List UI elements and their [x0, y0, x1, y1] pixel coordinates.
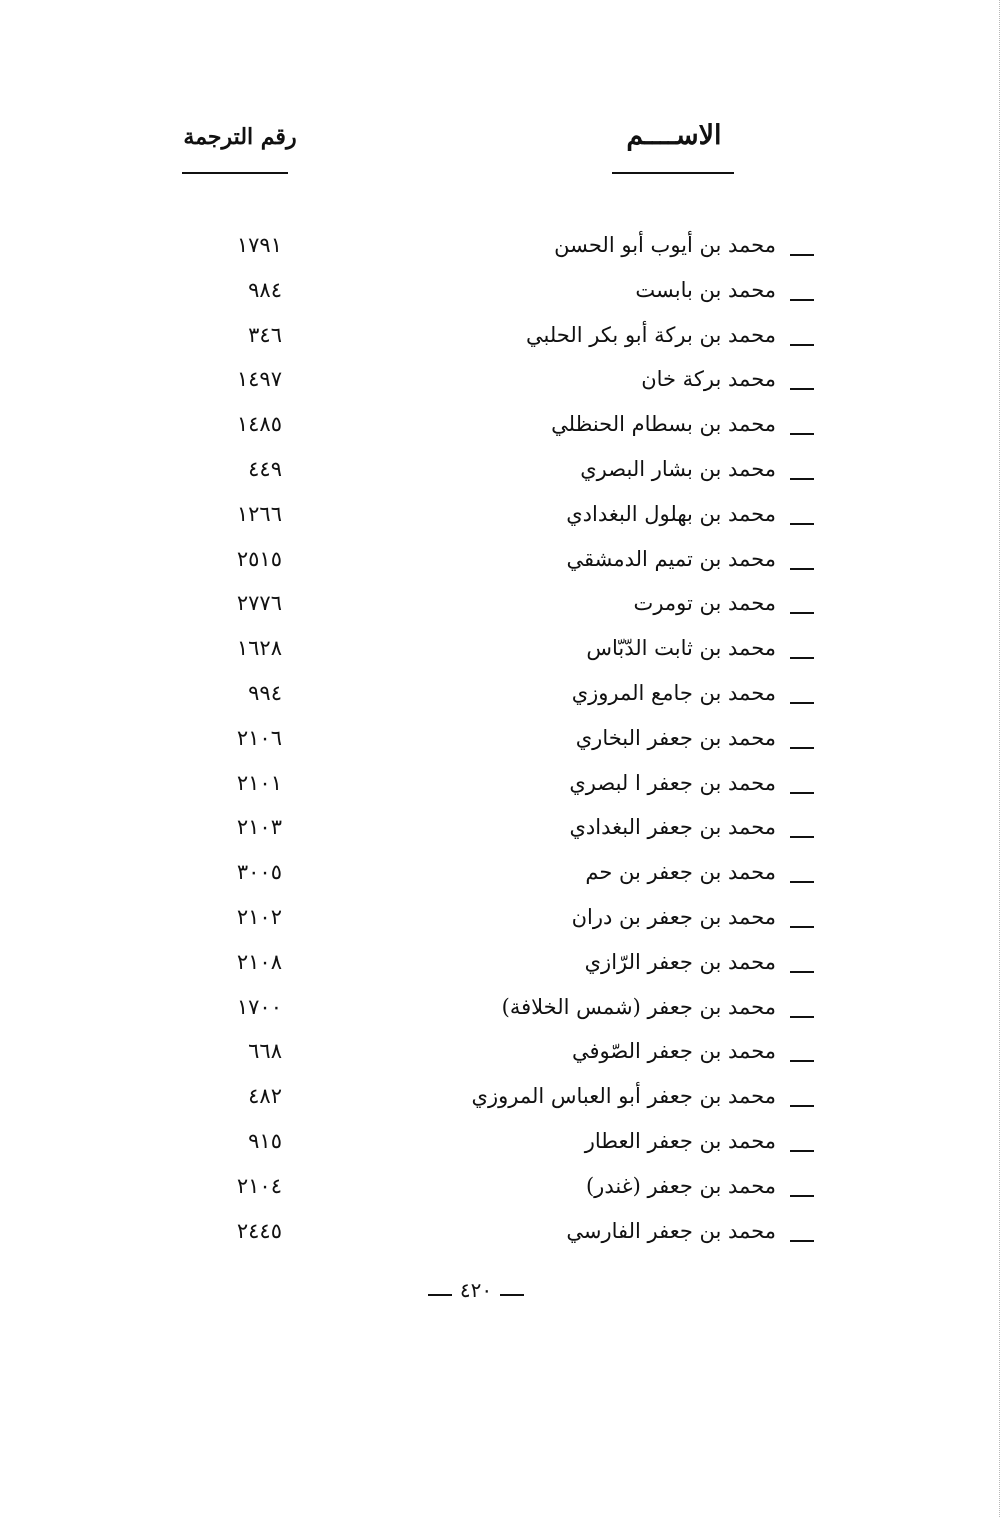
entry-name: محمد بن جعفر بن دران	[571, 904, 776, 929]
entry-dash	[790, 836, 814, 838]
entry-name: محمد بن جعفر البغدادي	[569, 815, 776, 840]
index-entry	[0, 224, 1006, 269]
entry-number: ١٦٢٨	[236, 636, 282, 661]
entry-number: ٢٥١٥	[236, 546, 282, 571]
column-header	[0, 120, 1006, 180]
entry-number: ٩٨٤	[248, 277, 282, 302]
entry-name: محمد بن جعفر (شمس الخلافة)	[501, 994, 776, 1019]
entry-number: ٢٤٤٥	[236, 1218, 282, 1243]
entry-dash	[790, 792, 814, 794]
entry-dash	[790, 299, 814, 301]
entry-number: ١٧٩١	[236, 233, 282, 257]
number-column-title: رقم الترجمة	[183, 124, 297, 150]
index-entry	[0, 762, 1006, 807]
entry-name: محمد بن جعفر الفارسي	[566, 1218, 776, 1243]
entry-name: محمد بن بهلول البغدادي	[566, 501, 776, 526]
page-number: ٤٢٠	[459, 1278, 493, 1302]
entry-number: ٩٩٤	[248, 680, 282, 705]
entry-number: ٢١٠٣	[236, 815, 282, 840]
page-footer	[0, 1274, 1006, 1308]
entry-number: ٢٧٧٦	[236, 591, 282, 616]
entry-name: محمد بن جعفر (غندر)	[585, 1173, 776, 1198]
entry-number: ٢١٠٦	[236, 725, 282, 750]
entry-number: ٢١٠٢	[236, 904, 282, 929]
entry-name: محمد بن ثابت الدّبّاس	[586, 636, 776, 661]
entry-dash	[790, 478, 814, 480]
entry-dash	[790, 568, 814, 570]
entry-name: محمد بن تومرت	[633, 591, 776, 616]
entry-name: محمد بن جعفر ا لبصري	[569, 770, 776, 795]
index-entry	[0, 448, 1006, 493]
entry-number: ٤٨٢	[248, 1084, 282, 1109]
entry-name: محمد بن جعفر بن حم	[585, 860, 776, 885]
entry-number: ٢١٠٨	[236, 949, 282, 974]
entry-dash	[790, 1240, 814, 1242]
index-entry	[0, 1165, 1006, 1210]
entry-dash	[790, 881, 814, 883]
entry-dash	[790, 1060, 814, 1062]
index-entry	[0, 986, 1006, 1031]
footer-dash-left	[428, 1294, 452, 1296]
index-entry	[0, 627, 1006, 672]
entry-name: محمد بن جعفر أبو العباس المروزي	[471, 1084, 776, 1109]
entry-number: ٩١٥	[248, 1128, 282, 1153]
name-title-underline	[612, 172, 734, 174]
entry-name: محمد بركة خان	[641, 367, 776, 392]
entry-dash	[790, 971, 814, 973]
index-entry	[0, 358, 1006, 403]
index-entry	[0, 1210, 1006, 1255]
entry-name: محمد بن جعفر العطار	[584, 1128, 776, 1153]
index-entry	[0, 1120, 1006, 1165]
index-entry	[0, 896, 1006, 941]
entry-dash	[790, 1150, 814, 1152]
entry-dash	[790, 612, 814, 614]
index-entry	[0, 582, 1006, 627]
entry-dash	[790, 433, 814, 435]
index-entry	[0, 717, 1006, 762]
entry-dash	[790, 254, 814, 256]
entry-name: محمد بن جامع المروزي	[571, 680, 776, 705]
entry-name: محمد بن بابست	[635, 277, 776, 302]
index-entry	[0, 1030, 1006, 1075]
entry-name: محمد بن جعفر الرّازي	[584, 949, 776, 974]
index-entries	[0, 224, 1006, 1254]
entry-number: ٣٤٦	[248, 322, 282, 347]
entry-number: ٢١٠٤	[236, 1173, 282, 1198]
index-entry	[0, 493, 1006, 538]
index-entry	[0, 314, 1006, 359]
entry-dash	[790, 344, 814, 346]
entry-name: محمد بن بشار البصري	[580, 456, 776, 481]
entry-number: ١٤٩٧	[236, 367, 282, 392]
entry-name: محمد بن جعفر البخاري	[575, 725, 776, 750]
entry-name: محمد بن أيوب أبو الحسن	[554, 233, 776, 257]
entry-name: محمد بن تميم الدمشقي	[566, 546, 776, 571]
index-entry	[0, 851, 1006, 896]
entry-number: ٦٦٨	[248, 1039, 282, 1064]
index-entry	[0, 806, 1006, 851]
index-entry	[0, 941, 1006, 986]
entry-dash	[790, 523, 814, 525]
index-entry	[0, 403, 1006, 448]
entry-number: ٢١٠١	[236, 770, 282, 795]
entry-dash	[790, 1195, 814, 1197]
entry-dash	[790, 747, 814, 749]
entry-dash	[790, 1016, 814, 1018]
entry-dash	[790, 657, 814, 659]
entry-number: ١٧٠٠	[236, 994, 282, 1019]
index-entry	[0, 538, 1006, 583]
entry-name: محمد بن بركة أبو بكر الحلبي	[525, 322, 776, 347]
entry-dash	[790, 702, 814, 704]
number-title-underline	[182, 172, 288, 174]
index-entry	[0, 269, 1006, 314]
entry-dash	[790, 1105, 814, 1107]
entry-dash	[790, 388, 814, 390]
index-entry	[0, 1075, 1006, 1120]
entry-number: ١٢٦٦	[236, 501, 282, 526]
entry-number: ١٤٨٥	[236, 412, 282, 437]
entry-name: محمد بن بسطام الحنظلي	[551, 412, 776, 437]
entry-number: ٤٤٩	[248, 456, 282, 481]
entry-name: محمد بن جعفر الصّوفي	[572, 1039, 776, 1064]
entry-number: ٣٠٠٥	[236, 860, 282, 885]
index-entry	[0, 672, 1006, 717]
entry-dash	[790, 926, 814, 928]
name-column-title: الاســــم	[626, 120, 722, 151]
footer-dash-right	[500, 1294, 524, 1296]
